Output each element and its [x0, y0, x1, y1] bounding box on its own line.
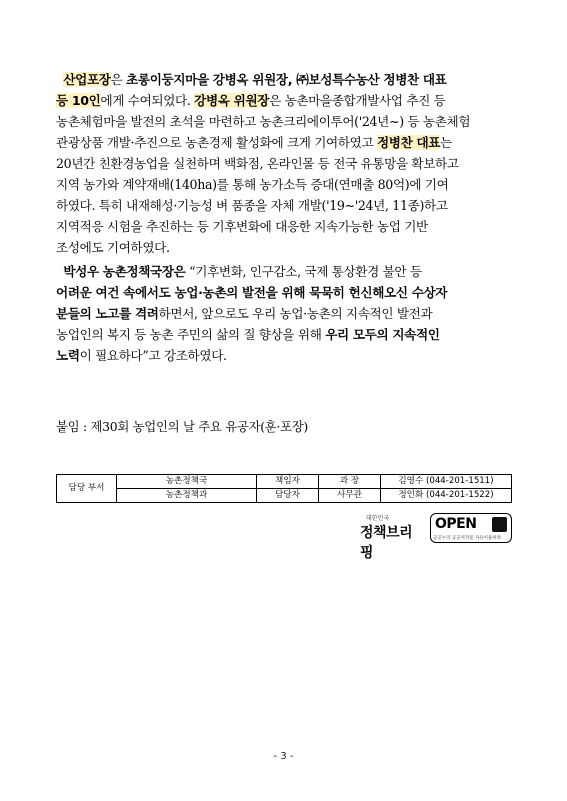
effort-bold-2: 노력 — [56, 348, 80, 363]
page-number: - 3 - — [273, 751, 294, 762]
person-responsible: 김영수 (044-201-1511) — [381, 475, 512, 489]
p2-line-3 — [56, 303, 512, 324]
p1-line-3: 농촌체험마을 발전의 초석을 마련하고 농촌크리에이투어('24년~) 등 농촌체험 — [56, 114, 471, 129]
p1-line-1 — [56, 69, 512, 90]
kogl-type-icon — [492, 517, 507, 532]
role-responsible: 책임자 — [257, 475, 319, 489]
attachment-note: 붙임 : 제30회 농업인의 날 주요 유공자(훈·포장) — [56, 419, 308, 434]
text: 은 농촌마을종합개발사업 추진 등 — [269, 93, 446, 108]
p1-line-2 — [56, 90, 512, 111]
text: 는 — [440, 135, 452, 150]
p1-line-4 — [56, 132, 512, 153]
contact-table — [56, 474, 512, 503]
policy-briefing-logo — [360, 513, 424, 561]
text: 관광상품 개발·추진으로 농촌경제 활성화에 크게 기여하였고 — [56, 135, 377, 150]
p1-line-6: 지역 농가와 계약재배(140ha)를 통해 농가소득 증대(연매출 80억)에 기여 — [56, 177, 449, 192]
table-row — [57, 475, 512, 489]
text: “기후변화, 인구감소, 국제 통상환경 불안 등 — [185, 264, 422, 279]
text: 하면서, 앞으로도 우리 농업·농촌의 지속적인 발전과 — [158, 306, 433, 321]
director-name: 박성우 농촌정책국장은 — [63, 264, 186, 279]
highlight-jung: 정병찬 대표 — [376, 135, 441, 150]
p1-line-7: 하였다. 특히 내재해성·기능성 벼 품종을 자체 개발('19~'24년, 11종)하고 — [56, 198, 448, 213]
person-in-charge: 정인화 (044-201-1522) — [381, 489, 512, 503]
p2-line-5 — [56, 345, 512, 366]
title-officer: 사무관 — [319, 489, 381, 503]
highlight-kang: 강병옥 위원장 — [194, 93, 270, 108]
recipients-bold: 초롱이둥지마을 강병옥 위원장, ㈜보성특수농산 정병찬 대표 — [126, 72, 447, 87]
text: 이 필요하다”고 강조하였다. — [79, 348, 227, 363]
highlight-recipients-count: 등 10인 — [56, 93, 101, 108]
text: 에게 수여되었다. — [100, 93, 195, 108]
table-row — [57, 489, 512, 503]
highlight-award-name: 산업포장 — [63, 72, 111, 87]
text: 농업인의 복지 등 농촌 주민의 삶의 질 향상을 위해 — [56, 327, 326, 342]
p1-line-5: 20년간 친환경농업을 실천하며 백화점, 온라인몰 등 전국 유통망을 확보하고 — [56, 156, 459, 171]
p1-line-9: 조성에도 기여하였다. — [56, 240, 170, 255]
role-in-charge: 담당자 — [257, 489, 319, 503]
open-sub-text: 공공누리 공공저작물 자유이용허락 — [433, 536, 502, 541]
division-cell: 농촌정책과 — [117, 489, 257, 503]
p2-line-2: 어려운 여건 속에서도 농업·농촌의 발전을 위해 묵묵히 헌신해오신 수상자 — [56, 285, 448, 300]
dept-label: 담당 부서 — [57, 475, 117, 503]
p1-line-8: 지역적응 시험을 추진하는 등 기후변화에 대응한 지속가능한 농업 기반 — [56, 219, 428, 234]
kogl-open-logo — [430, 513, 512, 543]
paragraph-director-remarks — [56, 261, 512, 366]
encourage-bold: 분들의 노고를 격려 — [56, 306, 159, 321]
bureau-cell: 농촌정책국 — [117, 475, 257, 489]
p2-line-4 — [56, 324, 512, 345]
briefing-small-text: 대한민국 — [366, 515, 390, 522]
title-director: 과 장 — [319, 475, 381, 489]
p2-line-1 — [56, 261, 512, 282]
effort-bold: 우리 모두의 지속적인 — [325, 327, 440, 342]
open-text: OPEN — [435, 516, 477, 532]
paragraph-award-industry — [56, 69, 512, 258]
text: 은 — [110, 72, 127, 87]
briefing-main-text: 정책브리핑 — [360, 525, 413, 561]
